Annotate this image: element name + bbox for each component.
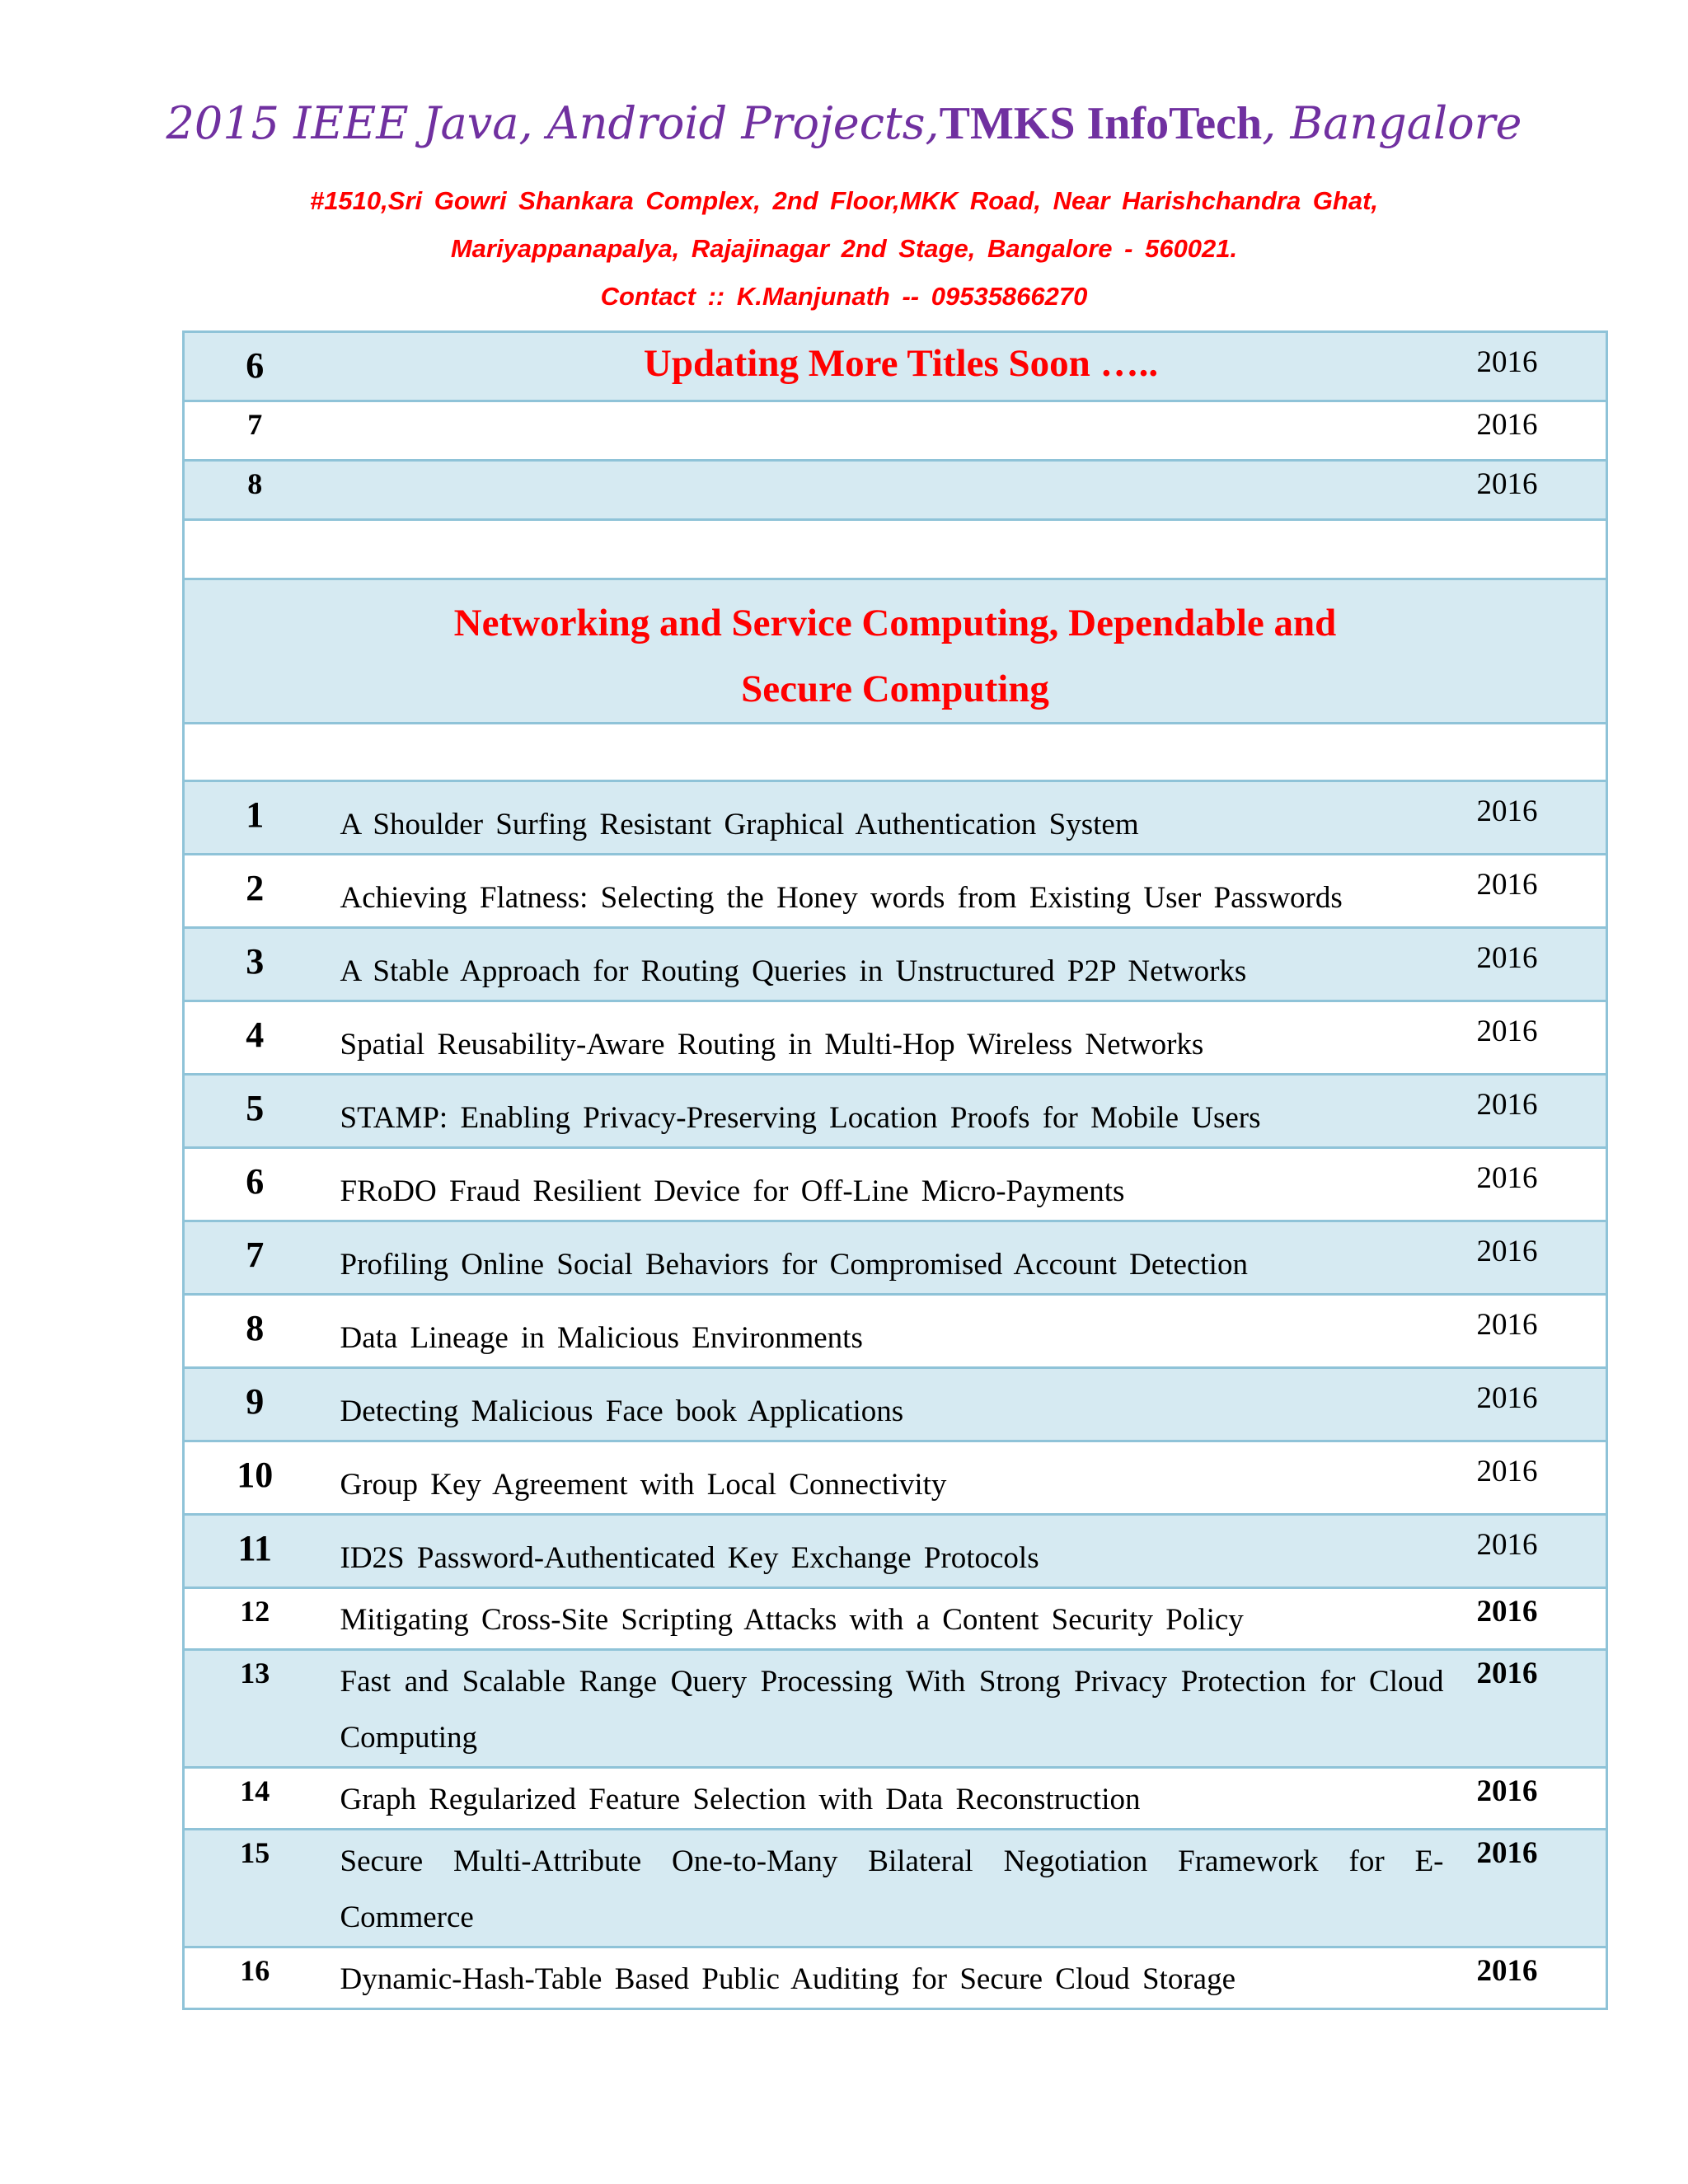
table-row bbox=[184, 332, 1607, 401]
row-number: 5 bbox=[184, 1075, 326, 1148]
table-row bbox=[184, 1830, 1607, 1947]
row-title: A Shoulder Surfing Resistant Graphical Authentication System bbox=[326, 781, 1477, 855]
row-number: 2 bbox=[184, 855, 326, 928]
row-title: FRoDO Fraud Resilient Device for Off-Line Micro-Payments bbox=[326, 1148, 1477, 1221]
table-row bbox=[184, 1221, 1607, 1295]
row-title: STAMP: Enabling Privacy-Preserving Location Proofs for Mobile Users bbox=[326, 1075, 1477, 1148]
table-row bbox=[184, 855, 1607, 928]
row-title: Secure Multi-Attribute One-to-Many Bilateral Negotiation Framework for E-Commerce bbox=[326, 1830, 1477, 1947]
row-number: 9 bbox=[184, 1368, 326, 1441]
section-heading-line-2: Secure Computing bbox=[741, 668, 1049, 710]
row-year: 2016 bbox=[1477, 1148, 1607, 1221]
section-heading bbox=[184, 579, 1607, 724]
table-row bbox=[184, 1148, 1607, 1221]
row-number: 13 bbox=[184, 1650, 326, 1768]
section-heading-row bbox=[184, 579, 1607, 724]
row-year: 2016 bbox=[1477, 1295, 1607, 1368]
row-title bbox=[326, 401, 1477, 461]
table-row bbox=[184, 1295, 1607, 1368]
row-year: 2016 bbox=[1477, 332, 1607, 401]
row-title: ID2S Password-Authenticated Key Exchange Protocols bbox=[326, 1515, 1477, 1588]
row-number: 15 bbox=[184, 1830, 326, 1947]
row-year: 2016 bbox=[1477, 781, 1607, 855]
row-number: 3 bbox=[184, 928, 326, 1001]
row-year: 2016 bbox=[1477, 1650, 1607, 1768]
row-year: 2016 bbox=[1477, 1588, 1607, 1650]
row-title: Spatial Reusability-Aware Routing in Multi-Hop Wireless Networks bbox=[326, 1001, 1477, 1075]
row-title: Data Lineage in Malicious Environments bbox=[326, 1295, 1477, 1368]
table-row bbox=[184, 1947, 1607, 2009]
row-number: 1 bbox=[184, 781, 326, 855]
section-heading-line-1: Networking and Service Computing, Dependable and bbox=[453, 602, 1337, 644]
row-number: 4 bbox=[184, 1001, 326, 1075]
table-row bbox=[184, 1368, 1607, 1441]
row-title: Detecting Malicious Face book Applications bbox=[326, 1368, 1477, 1441]
table-row bbox=[184, 1768, 1607, 1830]
row-year: 2016 bbox=[1477, 1515, 1607, 1588]
row-year: 2016 bbox=[1477, 1075, 1607, 1148]
row-year: 2016 bbox=[1477, 1768, 1607, 1830]
row-number: 7 bbox=[184, 1221, 326, 1295]
row-title: Dynamic-Hash-Table Based Public Auditing for Secure Cloud Storage bbox=[326, 1947, 1477, 2009]
row-title: Mitigating Cross-Site Scripting Attacks with a Content Security Policy bbox=[326, 1588, 1477, 1650]
row-year: 2016 bbox=[1477, 1001, 1607, 1075]
address-line-2: Mariyappanapalya, Rajajinagar 2nd Stage, Bangalore - 560021. bbox=[450, 234, 1238, 263]
address-line-1: #1510,Sri Gowri Shankara Complex, 2nd Floor,MKK Road, Near Harishchandra Ghat, bbox=[309, 186, 1379, 215]
spacer-row bbox=[184, 520, 1607, 579]
table-row bbox=[184, 1001, 1607, 1075]
updating-notice: Updating More Titles Soon ….. bbox=[326, 332, 1477, 401]
row-title: Group Key Agreement with Local Connectivity bbox=[326, 1441, 1477, 1515]
company-name: TMKS InfoTech bbox=[939, 98, 1263, 149]
table-row bbox=[184, 1588, 1607, 1650]
project-rows bbox=[184, 781, 1607, 2009]
table-row bbox=[184, 1441, 1607, 1515]
row-year: 2016 bbox=[1477, 1830, 1607, 1947]
row-number: 8 bbox=[184, 1295, 326, 1368]
contact-line: Contact :: K.Manjunath -- 09535866270 bbox=[600, 282, 1088, 311]
table-row bbox=[184, 1650, 1607, 1768]
row-title: Graph Regularized Feature Selection with Data Reconstruction bbox=[326, 1768, 1477, 1830]
table-row bbox=[184, 928, 1607, 1001]
table-row bbox=[184, 1075, 1607, 1148]
row-title: A Stable Approach for Routing Queries in Unstructured P2P Networks bbox=[326, 928, 1477, 1001]
row-number: 6 bbox=[184, 1148, 326, 1221]
row-number: 6 bbox=[184, 332, 326, 401]
row-year: 2016 bbox=[1477, 928, 1607, 1001]
row-number: 12 bbox=[184, 1588, 326, 1650]
row-number: 11 bbox=[184, 1515, 326, 1588]
row-year: 2016 bbox=[1477, 1441, 1607, 1515]
row-year: 2016 bbox=[1477, 855, 1607, 928]
row-year: 2016 bbox=[1477, 461, 1607, 520]
row-number: 14 bbox=[184, 1768, 326, 1830]
row-number: 7 bbox=[184, 401, 326, 461]
row-number: 8 bbox=[184, 461, 326, 520]
row-title: Achieving Flatness: Selecting the Honey words from Existing User Passwords bbox=[326, 855, 1477, 928]
row-year: 2016 bbox=[1477, 401, 1607, 461]
row-year: 2016 bbox=[1477, 1368, 1607, 1441]
spacer-row bbox=[184, 724, 1607, 781]
row-number: 16 bbox=[184, 1947, 326, 2009]
row-title: Fast and Scalable Range Query Processing With Strong Privacy Protection for Cloud Computing bbox=[326, 1650, 1477, 1768]
project-table bbox=[182, 330, 1608, 2010]
table-row bbox=[184, 401, 1607, 461]
row-year: 2016 bbox=[1477, 1947, 1607, 2009]
row-title: Profiling Online Social Behaviors for Compromised Account Detection bbox=[326, 1221, 1477, 1295]
title-part-2: , Bangalore bbox=[1262, 97, 1522, 149]
row-number: 10 bbox=[184, 1441, 326, 1515]
title-part-1: 2015 IEEE Java, Android Projects, bbox=[166, 97, 940, 149]
table-row bbox=[184, 1515, 1607, 1588]
table-row bbox=[184, 781, 1607, 855]
row-title bbox=[326, 461, 1477, 520]
table-row bbox=[184, 461, 1607, 520]
row-year: 2016 bbox=[1477, 1221, 1607, 1295]
page-title bbox=[0, 97, 1688, 150]
